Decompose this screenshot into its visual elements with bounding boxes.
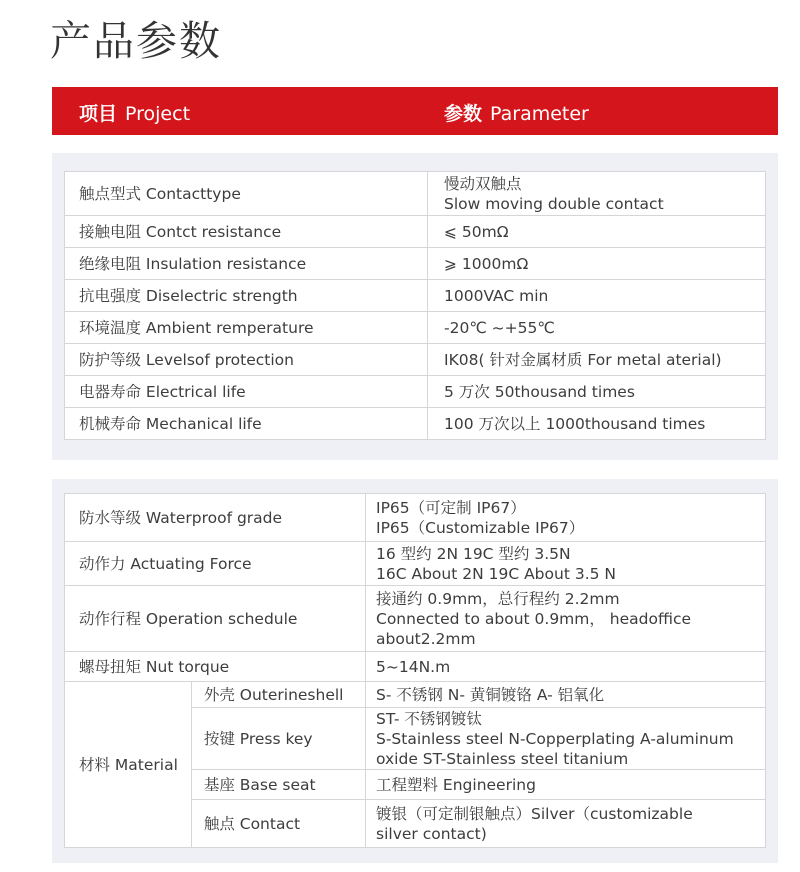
table-row <box>65 312 766 344</box>
header-parameter-zh: 参数 <box>444 103 483 125</box>
spec-panel-1 <box>52 153 778 460</box>
spec-value: IK08( 针对金属材质 For metal aterial) <box>428 344 766 376</box>
spec-value-line: silver contact) <box>376 824 487 843</box>
table-row <box>65 652 766 682</box>
table-row <box>65 408 766 440</box>
spec-value-line: 接通约 0.9mm，总行程约 2.2mm <box>376 589 620 608</box>
spec-key: 绝缘电阻 Insulation resistance <box>65 248 428 280</box>
spec-value: S- 不锈钢 N- 黄铜镀铬 A- 铝氧化 <box>366 682 766 708</box>
spec-value: 工程塑料 Engineering <box>366 770 766 800</box>
spec-value: 100 万次以上 1000thousand times <box>428 408 766 440</box>
spec-value-line: S-Stainless steel N-Copperplating A-aluminum <box>376 729 734 748</box>
spec-value <box>428 172 766 216</box>
spec-value-line: 慢动双触点 <box>444 174 522 193</box>
spec-table-1 <box>64 171 766 440</box>
spec-value-line: IP65（可定制 IP67） <box>376 498 526 517</box>
spec-value <box>366 708 766 770</box>
spec-value-line: oxide ST-Stainless steel titanium <box>376 749 629 768</box>
spec-value <box>366 586 766 652</box>
spec-value <box>366 494 766 542</box>
spec-panel-2 <box>52 479 778 863</box>
header-project <box>79 99 190 126</box>
spec-value-line: IP65（Customizable IP67） <box>376 518 585 537</box>
spec-key: 防水等级 Waterproof grade <box>65 494 366 542</box>
material-key: 材料 Material <box>65 682 192 848</box>
header-project-en: Project <box>125 103 191 125</box>
material-press-key: 按键 Press key <box>191 708 365 770</box>
header-parameter <box>444 99 589 126</box>
spec-value: -20℃ ~+55℃ <box>428 312 766 344</box>
table-row <box>65 586 766 652</box>
spec-value: 5~14N.m <box>366 652 766 682</box>
table-row <box>65 344 766 376</box>
spec-value-line: 镀银（可定制银触点）Silver（customizable <box>376 804 693 823</box>
material-contact-key: 触点 Contact <box>191 800 365 848</box>
table-header <box>52 87 778 135</box>
spec-value-line: Slow moving double contact <box>444 194 664 213</box>
spec-key: 接触电阻 Contct resistance <box>65 216 428 248</box>
spec-key: 动作力 Actuating Force <box>65 542 366 586</box>
spec-key: 防护等级 Levelsof protection <box>65 344 428 376</box>
spec-value-line: Connected to about 0.9mm， headoffice <box>376 609 692 628</box>
spec-value: ⩽ 50mΩ <box>428 216 766 248</box>
spec-value-line: ST- 不锈钢镀钛 <box>376 709 482 728</box>
spec-key: 环境温度 Ambient remperature <box>65 312 428 344</box>
table-row <box>65 216 766 248</box>
spec-key: 电器寿命 Electrical life <box>65 376 428 408</box>
spec-value <box>366 542 766 586</box>
spec-key: 抗电强度 Diselectric strength <box>65 280 428 312</box>
table-row <box>65 682 766 708</box>
spec-value <box>366 800 766 848</box>
table-row <box>65 248 766 280</box>
spec-value: 1000VAC min <box>428 280 766 312</box>
spec-key: 触点型式 Contacttype <box>65 172 428 216</box>
spec-key: 动作行程 Operation schedule <box>65 586 366 652</box>
header-parameter-en: Parameter <box>490 103 589 125</box>
spec-value: 5 万次 50thousand times <box>428 376 766 408</box>
table-row <box>65 542 766 586</box>
table-row <box>65 376 766 408</box>
header-project-zh: 项目 <box>79 103 118 125</box>
table-row <box>65 172 766 216</box>
spec-table-2 <box>64 493 766 848</box>
table-row <box>65 280 766 312</box>
spec-value: ⩾ 1000mΩ <box>428 248 766 280</box>
spec-key: 螺母扭矩 Nut torque <box>65 652 366 682</box>
material-shell-key: 外壳 Outerineshell <box>191 682 365 708</box>
spec-value-line: about2.2mm <box>376 629 476 648</box>
spec-key: 机械寿命 Mechanical life <box>65 408 428 440</box>
spec-value-line: 16C About 2N 19C About 3.5 N <box>376 564 617 583</box>
page-title: 产品参数 <box>50 17 222 65</box>
spec-value-line: 16 型约 2N 19C 型约 3.5N <box>376 544 571 563</box>
table-row <box>65 494 766 542</box>
material-base-key: 基座 Base seat <box>191 770 365 800</box>
